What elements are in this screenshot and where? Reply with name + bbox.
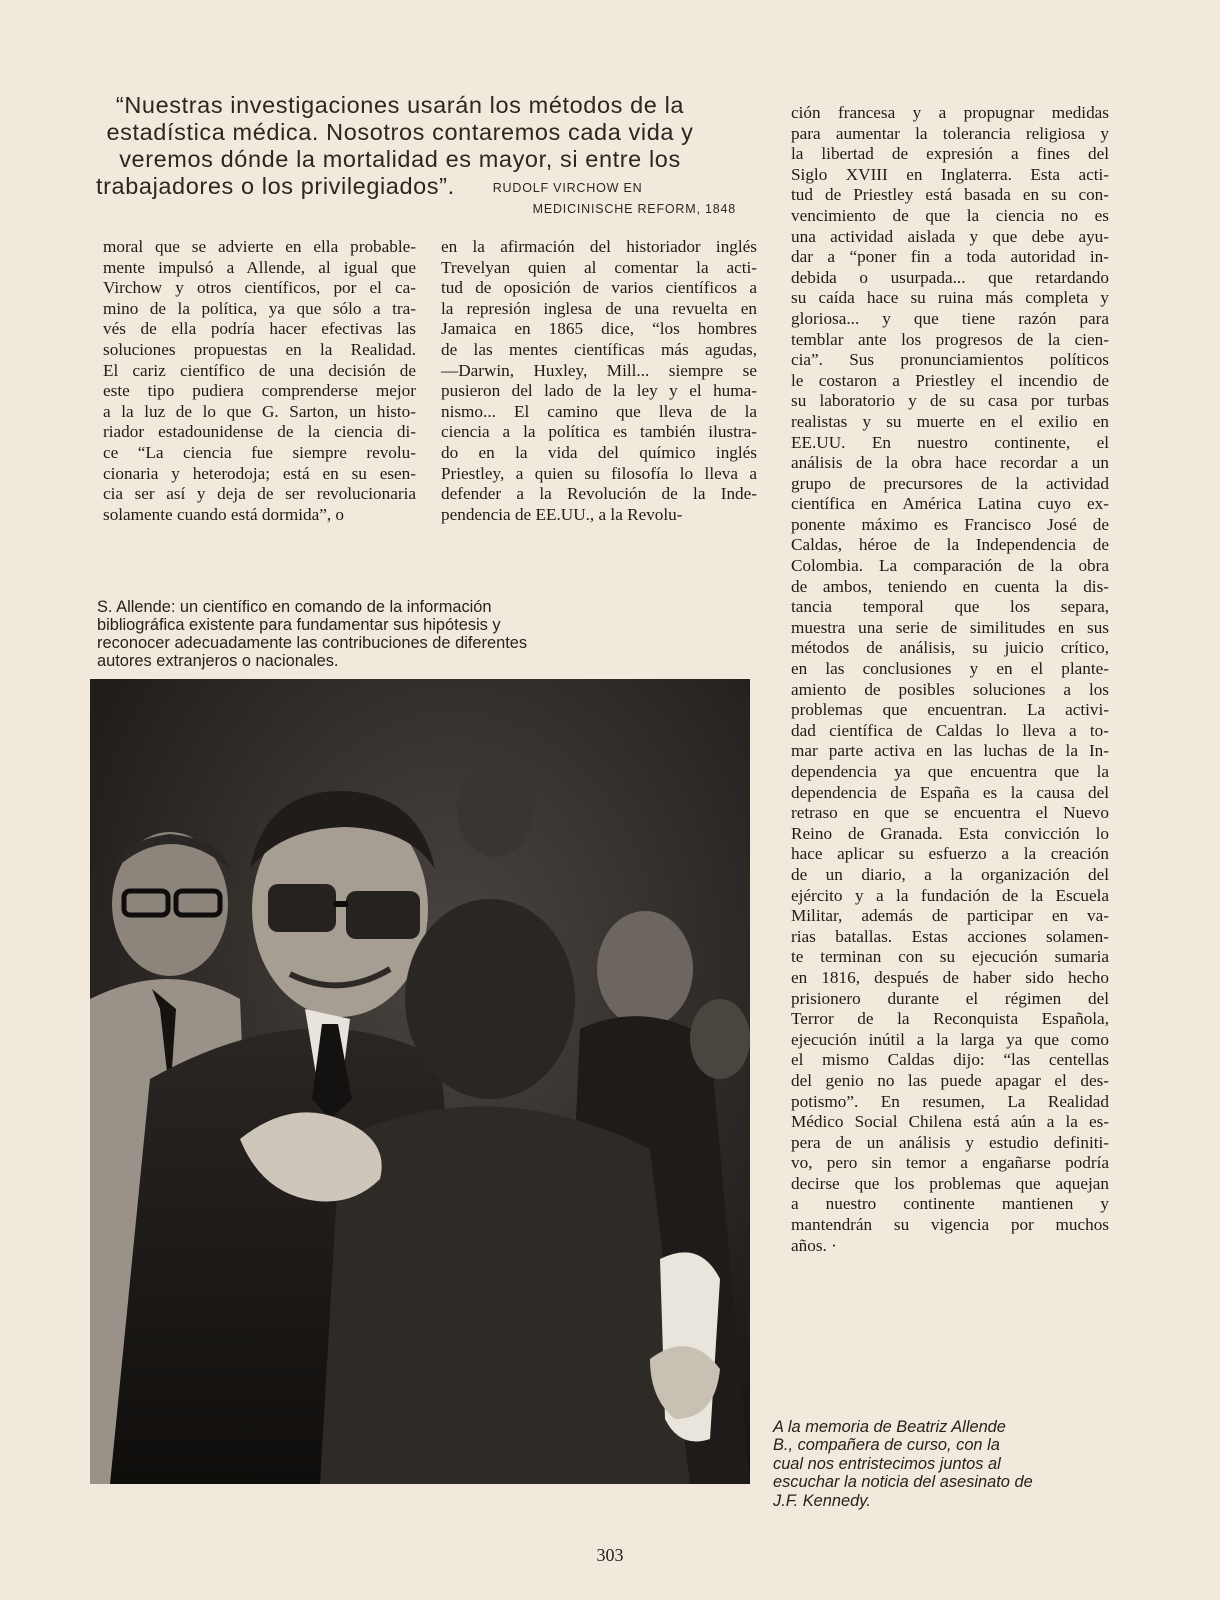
text-line: tancia temporal que los separa, [791,597,1109,617]
text-line: pusieron del lado de la ley y el huma- [441,381,757,401]
text-line: una actividad aislada y que debe ayu- [791,226,1109,246]
text-line: Médico Social Chilena está aún a la es- [791,1112,1109,1132]
text-line: de un diario, a la organización del [791,864,1109,884]
epigraph-quote [60,92,740,217]
text-line: su laboratorio y de su casa por turbas [791,391,1109,411]
text-line: temblar ante los progresos de la cien- [791,329,1109,349]
text-line: ciencia a la política es también ilustra- [441,422,757,442]
text-line: ejecución inútil a la larga ya que como [791,1029,1109,1049]
text-line: vencimiento de que la ciencia no es [791,205,1109,225]
text-line: mantendrán su vigencia por muchos [791,1215,1109,1235]
text-line: el mismo Caldas dijo: “las centellas [791,1050,1109,1070]
text-line: moral que se advierte en ella probable- [103,237,416,256]
text-line: en 1816, después de haber sido hecho [791,967,1109,987]
text-line: métodos de análisis, su juicio crítico, [791,638,1109,658]
text-line: gloriosa... y que tiene razón para [791,308,1109,328]
text-line: riador estadounidense de la ciencia di- [103,422,416,442]
text-line: debida o usurpada... que retardando [791,267,1109,287]
text-line: dependencia de España es la causa del [791,782,1109,802]
text-line: le costaron a Priestley el incendio de [791,370,1109,390]
text-line: este tipo pudiera comprenderse mejor [103,381,416,401]
text-line: dad científica de Caldas lo lleva a to- [791,720,1109,740]
text-line: solamente cuando está dormida”, o [103,504,345,524]
text-line: mino de la política, ya que sólo a tra- [103,298,416,318]
caption-line: autores extranjeros o nacionales. [97,652,339,670]
text-line: rias batallas. Estas acciones solamen- [791,926,1109,946]
text-line: a nuestro continente mantienen y [791,1194,1109,1214]
text-line: hace aplicar su esfuerzo a la creación [791,844,1109,864]
dedication-note [773,1418,1113,1510]
text-line: defender a la Revolución de la Inde- [441,484,757,504]
text-line: ejército y a la fundación de la Escuela [791,885,1109,905]
text-line: dependencia ya que encuentra que la [791,762,1109,781]
quote-attribution: RUDOLF VIRCHOW EN [492,181,643,195]
text-line: ción francesa y a propugnar medidas [791,103,1109,122]
text-line: realistas y su muerte en el exilio en [791,411,1109,431]
text-line: do en la vida del químico inglés [441,442,757,462]
page-number: 303 [596,1545,624,1565]
text-line: la libertad de expresión a fines del [791,144,1109,164]
text-line: problemas que encuentran. La activi- [791,700,1109,720]
text-line: muestra una serie de similitudes en sus [791,617,1109,637]
text-line: cionaria y heterodoja; está en su esen- [103,463,416,483]
text-line: años. · [791,1235,837,1255]
text-line: de las mentes científicas más agudas, [441,339,757,359]
text-line: Reino de Granada. Esta convicción lo [791,823,1109,843]
text-line: decirse que los problemas que aquejan [791,1173,1109,1193]
text-line: cia ser así y deja de ser revolucionaria [103,484,416,504]
dedication-line: B., compañera de curso, con la [773,1436,1000,1455]
text-column-middle [441,237,757,525]
text-line: Jamaica en 1865 dice, “los hombres [441,319,757,339]
text-line: Priestley, a quien su filosofía lo lleva a [441,463,757,483]
text-line: la represión inglesa de una revuelta en [441,298,757,318]
text-line: El cariz científico de una decisión de [103,360,416,380]
quote-line: veremos dónde la mortalidad es mayor, si entre los [119,146,681,172]
text-line: —Darwin, Huxley, Mill... siempre se [441,360,757,380]
dedication-line: J.F. Kennedy. [773,1491,871,1510]
photograph-illustration [90,679,750,1484]
text-line: tud de oposición de varios científicos a [441,278,757,298]
text-column-right [791,103,1109,1256]
text-line: ce “La ciencia fue siempre revolu- [103,442,416,462]
dedication-line: A la memoria de Beatriz Allende [773,1418,1006,1436]
caption-line: S. Allende: un científico en comando de la información [97,598,492,616]
text-line: potismo”. En resumen, La Realidad [791,1091,1109,1111]
text-line: análisis de la obra hace recordar a un [791,453,1109,473]
text-line: Siglo XVIII en Inglaterra. Esta acti- [791,164,1109,184]
text-line: mente impulsó a Allende, al igual que [103,257,416,277]
text-line: nismo... El camino que lleva de la [441,401,757,421]
text-line: grupo de precursores de la actividad [791,473,1109,493]
quote-line: “Nuestras investigaciones usarán los métodos de la [115,92,685,118]
text-line: prisionero durante el régimen del [791,988,1109,1008]
text-line: EE.UU. En nuestro continente, el [791,432,1109,452]
text-line: mar parte activa en las luchas de la In- [791,741,1109,761]
text-line: en la afirmación del historiador inglés [441,237,757,256]
text-line: te terminan con su ejecución sumaria [791,947,1109,967]
text-column-left [103,237,416,525]
dedication-line: escuchar la noticia del asesinato de [773,1473,1033,1492]
text-line: vés de ella podría hacer efectivas las [103,319,416,339]
text-line: científica en América Latina cuyo ex- [791,494,1109,514]
text-line: cia”. Sus pronunciamientos políticos [791,350,1109,370]
quote-attribution-source: MEDICINISCHE REFORM, 1848 [532,202,736,216]
photo-caption [97,598,657,670]
text-line: Militar, además de participar en va- [791,906,1109,926]
text-line: en las conclusiones y en el plante- [791,659,1109,679]
text-line: vo, pero sin temor a engañarse podría [791,1153,1109,1173]
text-line: de ambos, teniendo en cuenta la dis- [791,576,1109,596]
quote-line: estadística médica. Nosotros contaremos cada vida y [106,119,694,145]
dedication-line: cual nos entristecimos juntos al [773,1454,1001,1473]
text-line: a la luz de lo que G. Sarton, un histo- [103,401,416,421]
photograph [90,679,750,1484]
caption-line: reconocer adecuadamente las contribuciones de diferentes [97,634,528,652]
text-line: pendencia de EE.UU., a la Revolu- [441,504,683,524]
text-line: para aumentar la tolerancia religiosa y [791,123,1109,143]
text-line: pera de un análisis y estudio definiti- [791,1132,1109,1152]
text-line: soluciones propuestas en la Realidad. [103,339,416,359]
quote-line-text: trabajadores o los privilegiados”. [96,173,455,199]
quote-line [60,173,740,202]
text-line: tud de Priestley está basada en su con- [791,185,1109,205]
caption-line: bibliográfica existente para fundamentar sus hipótesis y [97,616,501,634]
text-line: su caída hace su ruina más completa y [791,288,1109,308]
text-line: Terror de la Reconquista Española, [791,1009,1109,1029]
text-line: Trevelyan quien al comentar la acti- [441,257,757,277]
text-line: del genio no las puede apagar el des- [791,1070,1109,1090]
text-line: Virchow y otros científicos, por el ca- [103,278,416,298]
text-line: amiento de posibles soluciones a los [791,679,1109,699]
text-line: ponente máximo es Francisco José de [791,514,1109,534]
text-line: Caldas, héroe de la Independencia de [791,535,1109,555]
text-line: Colombia. La comparación de la obra [791,556,1109,576]
text-line: retraso en que se encuentra el Nuevo [791,803,1109,823]
text-line: dar a “poner fin a toda autoridad in- [791,247,1109,267]
